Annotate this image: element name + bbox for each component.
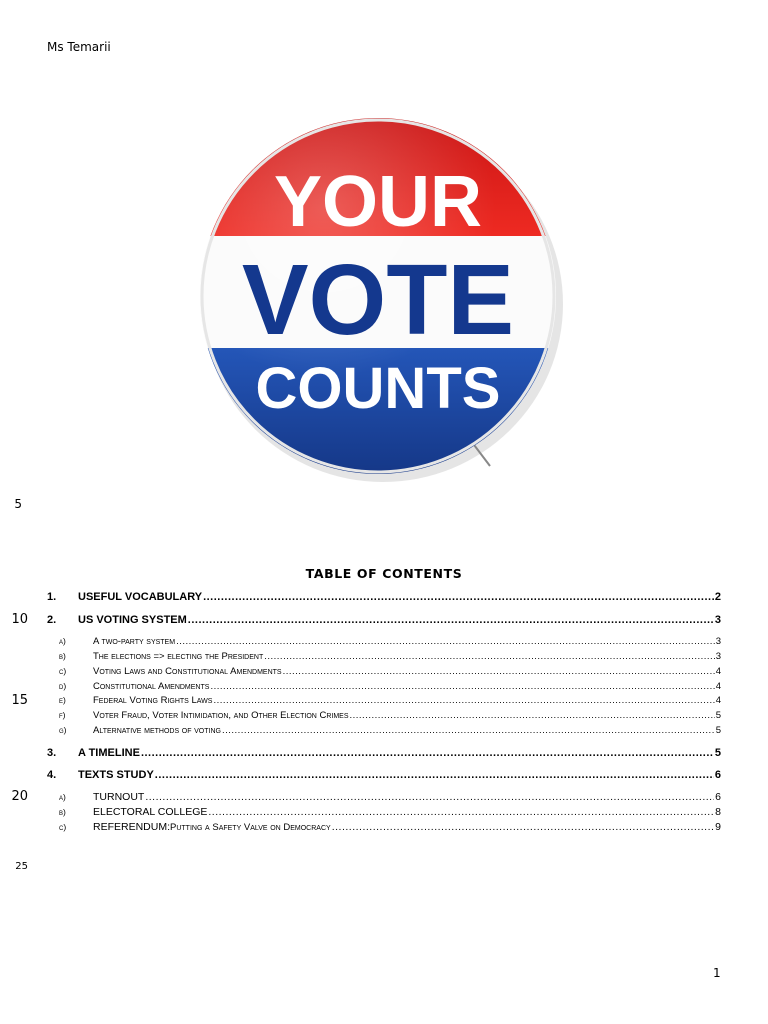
dot-leader — [188, 614, 714, 626]
badge-text-counts: COUNTS — [255, 356, 501, 421]
author-name: Ms Temarii — [47, 40, 111, 54]
badge-text-your: YOUR — [273, 162, 483, 242]
toc-entry-number: 2. — [47, 614, 57, 626]
toc-entry-page: 6 — [714, 769, 721, 781]
toc-entry-label: A TIMELINE — [78, 747, 140, 759]
toc-entry-label: ELECTORAL COLLEGE — [93, 806, 208, 818]
vote-badge-image — [185, 108, 585, 488]
dot-leader — [222, 725, 715, 736]
toc-entry[interactable] — [47, 614, 721, 626]
toc-entry-label: Alternative methods of voting — [93, 725, 221, 736]
toc-subentry[interactable] — [47, 695, 721, 706]
line-number-15: 15 — [11, 693, 28, 708]
toc-subentry[interactable] — [47, 725, 721, 736]
toc-entry-label: Federal Voting Rights Laws — [93, 695, 213, 706]
toc-entry-page: 4 — [715, 666, 721, 677]
toc-entry-label: Constitutional Amendments — [93, 681, 210, 692]
dot-leader — [203, 591, 714, 603]
toc-entry-number: 1. — [47, 591, 57, 603]
toc-entry-label: Putting a Safety Valve on Democracy — [170, 822, 331, 833]
badge-text-vote: VOTE — [241, 244, 515, 356]
toc-subentry[interactable] — [47, 681, 721, 692]
toc-entry-page: 4 — [715, 681, 721, 692]
toc-entry-page: 5 — [715, 710, 721, 721]
toc-subentry[interactable] — [47, 806, 721, 818]
toc-entry-number: b) — [59, 651, 66, 661]
dot-leader — [141, 747, 714, 759]
dot-leader — [210, 681, 714, 692]
toc-entry[interactable] — [47, 747, 721, 759]
toc-entry-number: c) — [59, 666, 67, 676]
toc-subentry[interactable] — [47, 651, 721, 662]
toc-entry-label: USEFUL VOCABULARY — [78, 591, 203, 603]
toc-entry-label: Voting Laws and Constitutional Amendments — [93, 666, 282, 677]
toc-entry-page: 3 — [715, 651, 721, 662]
toc-entry-page: 8 — [715, 806, 721, 818]
dot-leader — [145, 791, 714, 803]
toc-entry-label: US VOTING SYSTEM — [78, 614, 187, 626]
toc-entry-page: 4 — [715, 695, 721, 706]
toc-entry-number: e) — [59, 695, 66, 705]
toc-entry-page: 5 — [714, 747, 721, 759]
toc-entry-number: 4. — [47, 769, 57, 781]
line-number-10: 10 — [11, 612, 28, 627]
toc-subentry[interactable] — [47, 710, 721, 721]
dot-leader — [155, 769, 714, 781]
toc-entry-label: TURNOUT — [93, 791, 145, 803]
dot-leader — [213, 695, 714, 706]
toc-entry-label-prefix: REFERENDUM: — [93, 821, 171, 833]
toc-entry-page: 5 — [715, 725, 721, 736]
toc-entry-page: 2 — [714, 591, 721, 603]
toc-entry-number: a) — [59, 792, 66, 802]
toc-entry[interactable] — [47, 769, 721, 781]
toc-subentry[interactable] — [47, 636, 721, 647]
line-number-5: 5 — [14, 497, 22, 511]
toc-entry-label: A two-party system — [93, 636, 176, 647]
toc-entry-number: 3. — [47, 747, 57, 759]
toc-entry-number: d) — [59, 681, 67, 691]
line-number-20: 20 — [11, 789, 28, 804]
dot-leader — [350, 710, 715, 721]
page-number: 1 — [713, 966, 721, 980]
toc-entry-page: 3 — [715, 636, 721, 647]
dot-leader — [264, 651, 714, 662]
toc-entry-label: TEXTS STUDY — [78, 769, 154, 781]
toc-subentry[interactable] — [47, 821, 721, 833]
toc-entry-number: c) — [59, 822, 67, 832]
toc-entry-label: Voter Fraud, Voter Intimidation, and Other Election Crimes — [93, 710, 349, 721]
dot-leader — [283, 666, 715, 677]
toc-entry-page: 3 — [714, 614, 721, 626]
line-number-25: 25 — [15, 861, 28, 872]
toc-entry-number: a) — [59, 636, 66, 646]
toc-entry-label: The elections => electing the President — [93, 651, 264, 662]
toc-entry-number: b) — [59, 807, 66, 817]
dot-leader — [176, 636, 715, 647]
dot-leader — [332, 821, 714, 833]
toc-entry-page: 6 — [715, 791, 721, 803]
toc-entry-number: f) — [59, 710, 66, 720]
toc-title: TABLE OF CONTENTS — [305, 566, 463, 581]
toc-subentry[interactable] — [47, 791, 721, 803]
dot-leader — [208, 806, 714, 818]
toc-subentry[interactable] — [47, 666, 721, 677]
toc-entry[interactable] — [47, 591, 721, 603]
toc-entry-page: 9 — [715, 821, 721, 833]
toc-entry-number: g) — [59, 725, 67, 735]
